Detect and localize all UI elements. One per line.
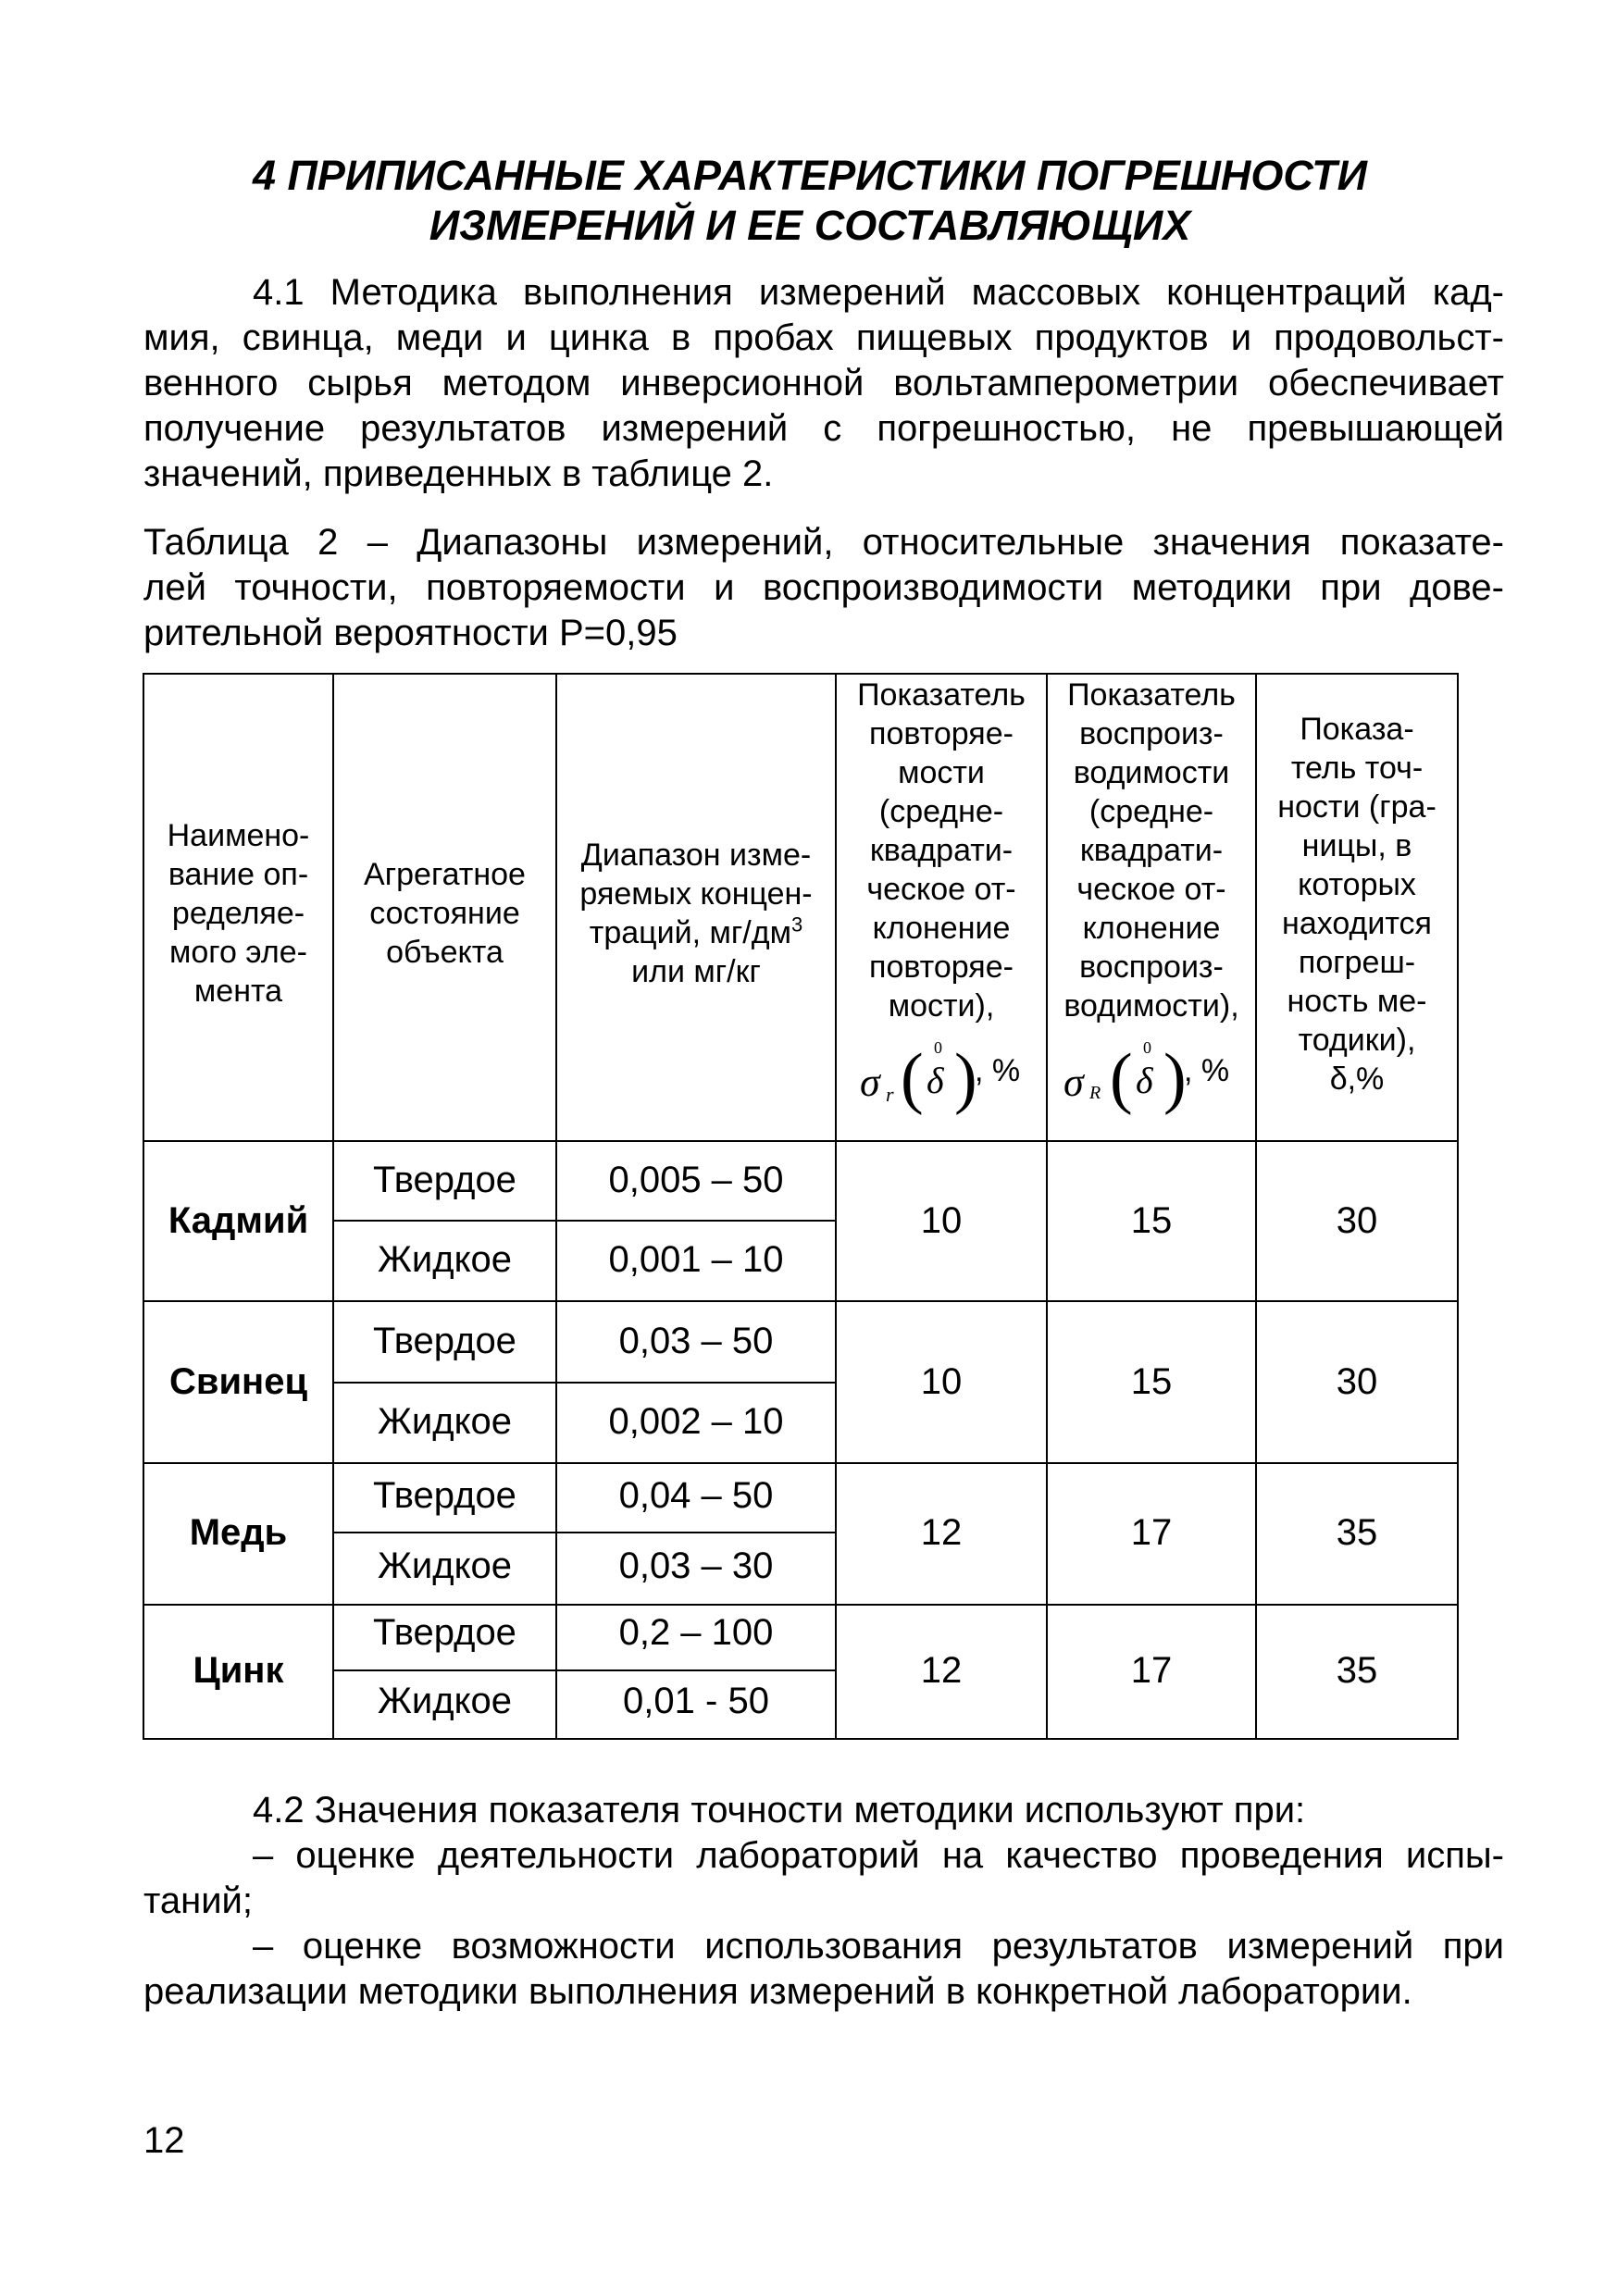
subrow-divider [332,1532,835,1533]
table-cell-accuracy: 35 [1336,1512,1378,1553]
header-element-name: Наимено- вание оп- ределяе- мого эле- мента [167,818,310,1009]
table-cell-range: 0,002 – 10 [608,1401,784,1442]
row-divider [143,1300,1459,1302]
header-accuracy: Показа- тель точ- ности (гра- ницы, в которых находится погреш- ность ме- тодики), δ,% [1277,712,1437,1097]
table-cell-state: Твердое [373,1475,516,1516]
table-cell-state: Жидкое [377,1681,513,1721]
paragraph-line: таний; [143,1880,254,1921]
table-cell-state: Твердое [373,1321,516,1361]
subrow-divider [332,1220,835,1222]
table-row-element: Свинец [168,1361,308,1402]
paragraph-line: 4.1 Методика выполнения измерений массовых концентраций кад- [253,272,1504,313]
section-title-line-2: ИЗМЕРЕНИЙ И ЕЕ СОСТАВЛЯЮЩИХ [429,202,1191,249]
table-cell-range: 0,2 – 100 [618,1612,774,1653]
sigma-R-formula: σ R ( 0 δ ) , % [1063,1038,1230,1116]
paragraph-line: – оценке деятельности лабораторий на качество проведения испы- [253,1835,1504,1876]
subrow-divider [332,1669,835,1671]
paragraph-line: реализации методики выполнения измерений в конкретной лаборатории. [143,1971,1412,2012]
table-header-bottom [143,1140,1459,1142]
table-border-bottom [143,1738,1459,1740]
table-row-element: Медь [189,1512,288,1553]
table-cell-repeatability: 12 [920,1650,963,1691]
table-cell-range: 0,03 – 30 [618,1545,774,1586]
table-border-top [143,673,1459,675]
table-cell-range: 0,03 – 50 [618,1321,774,1361]
page-number: 12 [143,2120,185,2161]
table-cell-accuracy: 30 [1336,1200,1378,1241]
caption-line: Таблица 2 – Диапазоны измерений, относительные значения показате- [143,522,1504,563]
subrow-divider [332,1382,835,1384]
caption-line: рительной вероятности P=0,95 [143,613,678,653]
table-cell-range: 0,01 - 50 [623,1681,769,1721]
row-divider [143,1604,1459,1606]
table-cell-state: Жидкое [377,1239,513,1280]
paragraph-line: 4.2 Значения показателя точности методики используют при: [253,1790,1306,1831]
table-cell-state: Твердое [373,1160,516,1200]
table-cell-reproducibility: 15 [1130,1361,1173,1402]
table-cell-accuracy: 30 [1336,1361,1378,1402]
paragraph-line: значений, приведенных в таблице 2. [143,453,774,494]
row-divider [143,1462,1459,1464]
table-cell-repeatability: 10 [920,1200,963,1241]
header-aggregate-state: Агрегатное состояние объекта [364,857,526,970]
paragraph-line: – оценке возможности использования результатов измерений при [253,1926,1504,1967]
header-reproducibility: Показатель воспроиз- водимости (средне- квадрати- ческое от- клонение воспроиз- водимости), [1063,677,1239,1024]
paragraph-line: мия, свинца, меди и цинка в пробах пищевых продуктов и продовольст- [143,317,1504,358]
table-cell-range: 0,04 – 50 [618,1475,774,1516]
caption-line: лей точности, повторяемости и воспроизводимости методики при дове- [143,567,1504,608]
table-cell-state: Жидкое [377,1401,513,1442]
paragraph-line: венного сырья методом инверсионной вольтамперометрии обеспечивает [143,363,1504,403]
table-cell-reproducibility: 15 [1130,1200,1173,1241]
header-repeatability: Показатель повторяе- мости (средне- квадрати- ческое от- клонение повторяе- мости), [857,677,1026,1024]
table-border-right [1457,673,1459,1740]
table-cell-range: 0,001 – 10 [608,1239,784,1280]
table-cell-accuracy: 35 [1336,1650,1378,1691]
superscript-3: 3 [790,912,803,937]
header-concentration-range: Диапазон изме- ряемых концен- траций, $мг/дм^3$ или мг/кг [579,838,813,989]
section-title-line-1: 4 ПРИПИСАННЫЕ ХАРАКТЕРИСТИКИ ПОГРЕШНОСТИ [252,152,1368,199]
table-cell-repeatability: 12 [920,1512,963,1553]
table-row-element: Цинк [193,1650,284,1691]
table-cell-repeatability: 10 [920,1361,963,1402]
table-cell-state: Твердое [373,1612,516,1653]
paragraph-4-2 [143,1788,1504,2015]
paragraph-line: получение результатов измерений с погрешностью, не превышающей [143,408,1504,449]
sigma-r-formula: σ r ( 0 δ ) , % [860,1038,1021,1116]
table-cell-state: Жидкое [377,1545,513,1586]
table-cell-reproducibility: 17 [1130,1512,1173,1553]
table-cell-reproducibility: 17 [1130,1650,1173,1691]
table-cell-range: 0,005 – 50 [608,1160,784,1200]
table-row-element: Кадмий [168,1200,309,1241]
